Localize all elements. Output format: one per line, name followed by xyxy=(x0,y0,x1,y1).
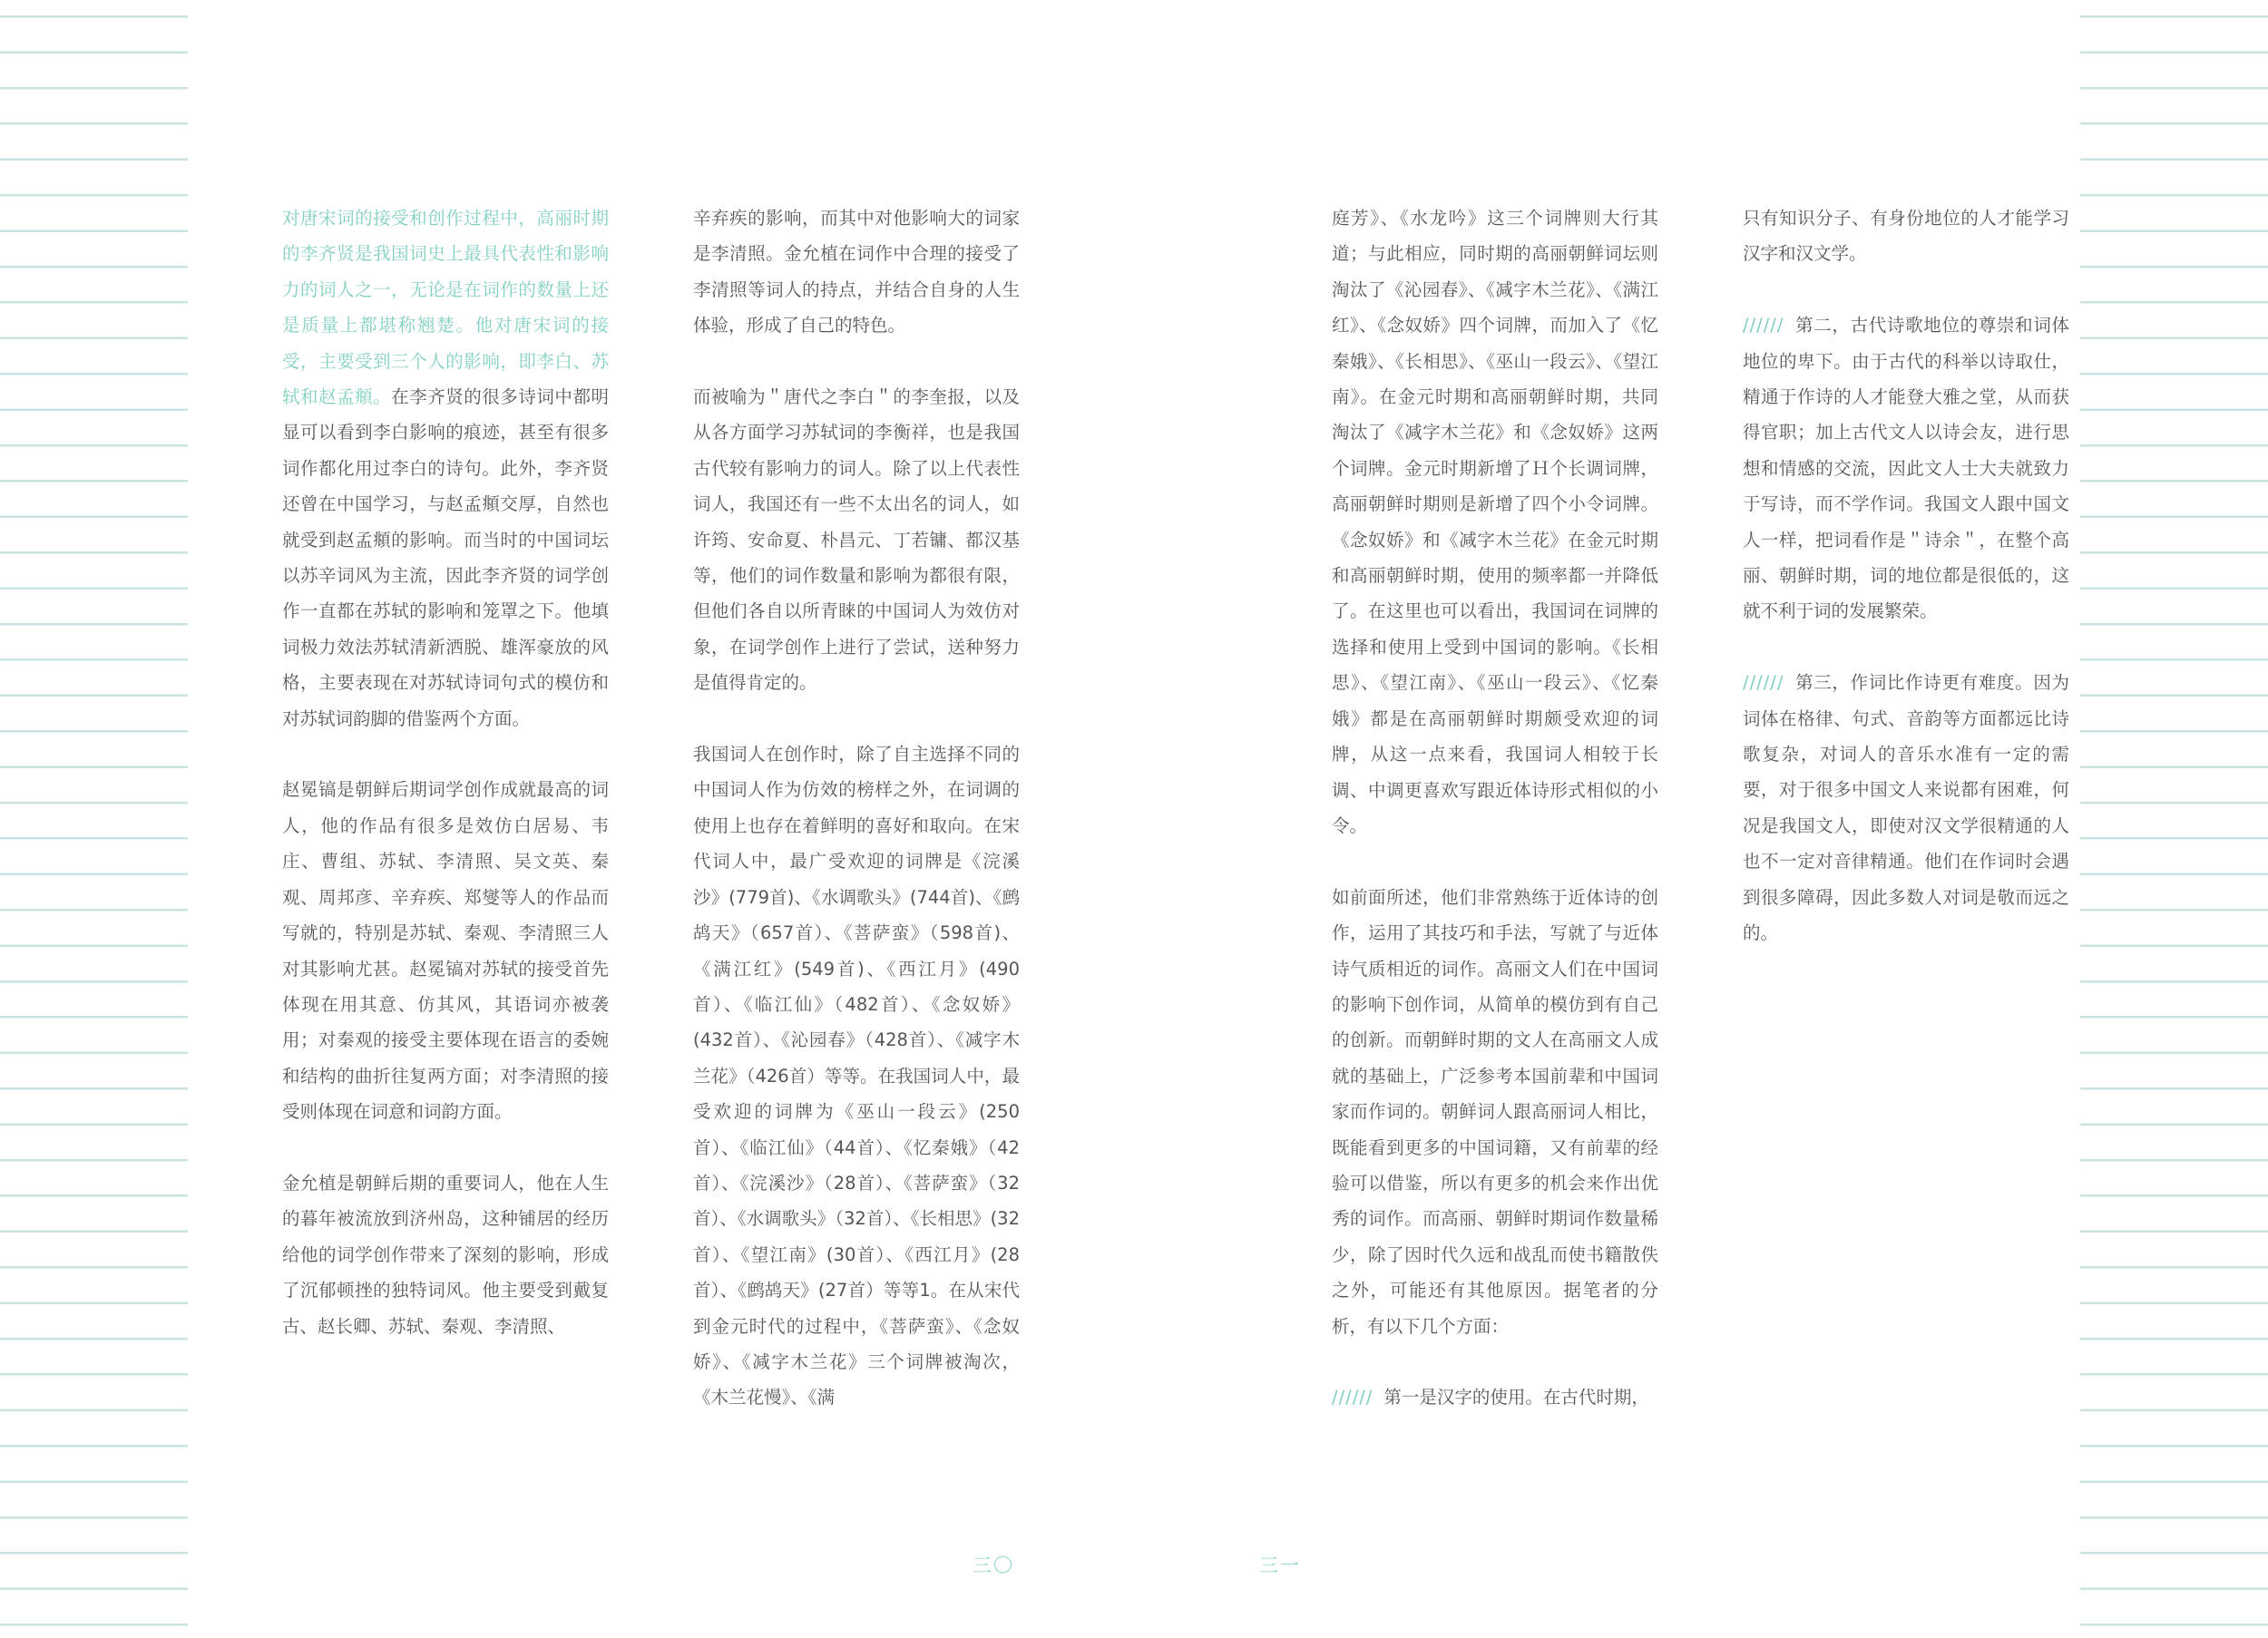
right-page-column-2 xyxy=(1743,200,2069,951)
right-page-column-1 xyxy=(1332,200,1658,1416)
left-page-column-1 xyxy=(282,200,609,1344)
paragraph: 如前面所述，他们非常熟练于近体诗的创作，运用了其技巧和手法，写就了与近体诗气质相近的词作。高丽文人们在中国词的影响下创作词，从简单的模仿到有自己的创新。而朝鲜时期的文人在高丽文人成就的基础上，广泛参考本国前辈和中国词家而作词的。朝鲜词人跟高丽词人相比，既能看到更多的中国词籍，又有前辈的经验可以借鉴，所以有更多的机会来作出优秀的词作。而高丽、朝鲜时期词作数量稀少，除了因时代久远和战乱而使书籍散佚之外，可能还有其他原因。据笔者的分析，有以下几个方面： xyxy=(1332,886,1658,1337)
left-edge-lines xyxy=(0,0,188,1638)
paragraph: 金允植是朝鲜后期的重要词人，他在人生的暮年被流放到济州岛，这种铺居的经历给他的词学创作带来了深刻的影响，形成了沉郁顿挫的独特词风。他主要受到戴复古、赵长卿、苏轼、秦观、李清照、 xyxy=(282,1172,609,1337)
paragraph-text: 第二，古代诗歌地位的尊崇和词体地位的卑下。由于古代的科举以诗取仕，精通于作诗的人才能登大雅之堂，从而获得官职；加上古代文人以诗会友，进行思想和情感的交流，因此文人士大夫就致力于写诗，而不学作词。我国文人跟中国文人一样，把词看作是＂诗余＂，在整个高丽、朝鲜时期，词的地位都是很低的，这就不利于词的发展繁荣。 xyxy=(1743,315,2069,622)
paragraph-text: 第三，作词比作诗更有难度。因为词体在格律、句式、音韵等方面都远比诗歌复杂，对词人的音乐水准有一定的需要，对于很多中国文人来说都有困难，何况是我国文人，即使对汉文学很精通的人也不一定对音律精通。他们在作词时会遇到很多障碍，因此多数人对词是敬而远之的。 xyxy=(1743,672,2069,944)
section-marker: ////// xyxy=(1332,1387,1374,1409)
left-page-column-2 xyxy=(693,200,1020,1416)
paragraph: 而被喻为＂唐代之李白＂的李奎报，以及从各方面学习苏轼词的李衡祥，也是我国古代较有影响力的词人。除了以上代表性词人，我国还有一些不太出名的词人，如许筠、安命夏、朴昌元、丁若镛、都汉基等，他们的词作数量和影响为都很有限，但他们各自以所青睐的中国词人为效仿对象，在词学创作上进行了尝试，送种努力是值得肯定的。 xyxy=(693,386,1020,694)
paragraph-text: 在李齐贤的很多诗词中都明显可以看到李白影响的痕迹，甚至有很多词作都化用过李白的诗句。此外，李齐贤还曾在中国学习，与赵孟頫交厚，自然也就受到赵孟頫的影响。而当时的中国词坛以苏辛词风为主流，因此李齐贤的词学创作一直都在苏轼的影响和笼罩之下。他填词极力效法苏轼清新洒脱、雄浑豪放的风格，主要表现在对苏轼诗词句式的模仿和对苏轼词韵脚的借鉴两个方面。 xyxy=(282,386,609,729)
section-marker: ////// xyxy=(1743,672,1784,694)
paragraph: 我国词人在创作时，除了自主选择不同的中国词人作为仿效的榜样之外，在词调的使用上也存在着鲜明的喜好和取向。在宋代词人中，最广受欢迎的词牌是《浣溪沙》(779首)、《水调歌头》(744首)、《鹧鸪天》（657首）、《菩萨蛮》（598首)、《满江红》(549首)、《西江月》(490首）、《临江仙》（482首）、《念奴娇》(432首）、《沁园春》（428首）、《减字木兰花》（426首）等等。在我国词人中，最受欢迎的词牌为《巫山一段云》(250首）、《临江仙》（44首）、《忆秦娥》（42首）、《浣溪沙》（28首）、《菩萨蛮》（32首）、《水调歌头》（32首）、《长相思》(32首）、《望江南》(30首）、《西江月》(28首）、《鹧鸪天》(27首）等等1。在从宋代到金元时代的过程中，《菩萨蛮》、《念奴娇》、《减字木兰花》三个词牌被淘次，《木兰花慢》、《满 xyxy=(693,744,1020,1409)
paragraph xyxy=(282,200,609,736)
paragraph xyxy=(1743,307,2069,629)
paragraph xyxy=(1332,1380,1658,1415)
highlighted-lead-text: 对唐宋词的接受和创作过程中，高丽时期的李齐贤是我国词史上最具代表性和影响力的词人之一，无论是在词作的数量上还是质量上都堪称翘楚。他对唐宋词的接受，主要受到三个人的影响，即李白、苏轼和赵孟頫。 xyxy=(282,208,609,408)
paragraph: 赵冕镐是朝鲜后期词学创作成就最高的词人，他的作品有很多是效仿白居易、韦庄、曹组、苏轼、李清照、吴文英、秦观、周邦彦、辛弃疾、郑燮等人的作品而写就的，特别是苏轼、秦观、李清照三人对其影响尤甚。赵冕镐对苏轼的接受首先体现在用其意、仿其风，其语词亦被袭用；对秦观的接受主要体现在语言的委婉和结构的曲折往复两方面；对李清照的接受则体现在词意和词韵方面。 xyxy=(282,779,609,1123)
paragraph xyxy=(1743,665,2069,951)
paragraph: 只有知识分子、有身份地位的人才能学习汉字和汉文学。 xyxy=(1743,208,2069,265)
paragraph: 辛弃疾的影响，而其中对他影响大的词家是李清照。金允植在词作中合理的接受了李清照等词人的持点，并结合自身的人生体验，形成了自己的特色。 xyxy=(693,208,1020,336)
page-number-right: 三一 xyxy=(1259,1555,1301,1576)
right-edge-lines xyxy=(2080,0,2268,1638)
paragraph: 庭芳》、《水龙吟》这三个词牌则大行其道；与此相应，同时期的高丽朝鲜词坛则淘汰了《沁园春》、《减字木兰花》、《满江红》、《念奴娇》四个词牌，而加入了《忆秦娥》、《长相思》、《巫山一段云》、《望江南》。在金元时期和高丽朝鲜时期，共同淘汰了《减字木兰花》和《念奴娇》这两个词牌。金元时期新增了Ｈ个长调词牌，高丽朝鲜时期则是新增了四个小令词牌。《念奴娇》和《减字木兰花》在金元时期和高丽朝鲜时期，使用的频率都一并降低了。在这里也可以看出，我国词在词牌的选择和使用上受到中国词的影响。《长相思》、《望江南》、《巫山一段云》、《忆秦娥》都是在高丽朝鲜时期颇受欢迎的词牌，从这一点来看，我国词人相较于长调、中调更喜欢写跟近体诗形式相似的小令。 xyxy=(1332,208,1658,836)
paragraph-text: 第一是汉字的使用。在古代时期， xyxy=(1383,1387,1649,1409)
section-marker: ////// xyxy=(1743,315,1784,336)
page-number-left: 三〇 xyxy=(973,1555,1014,1576)
